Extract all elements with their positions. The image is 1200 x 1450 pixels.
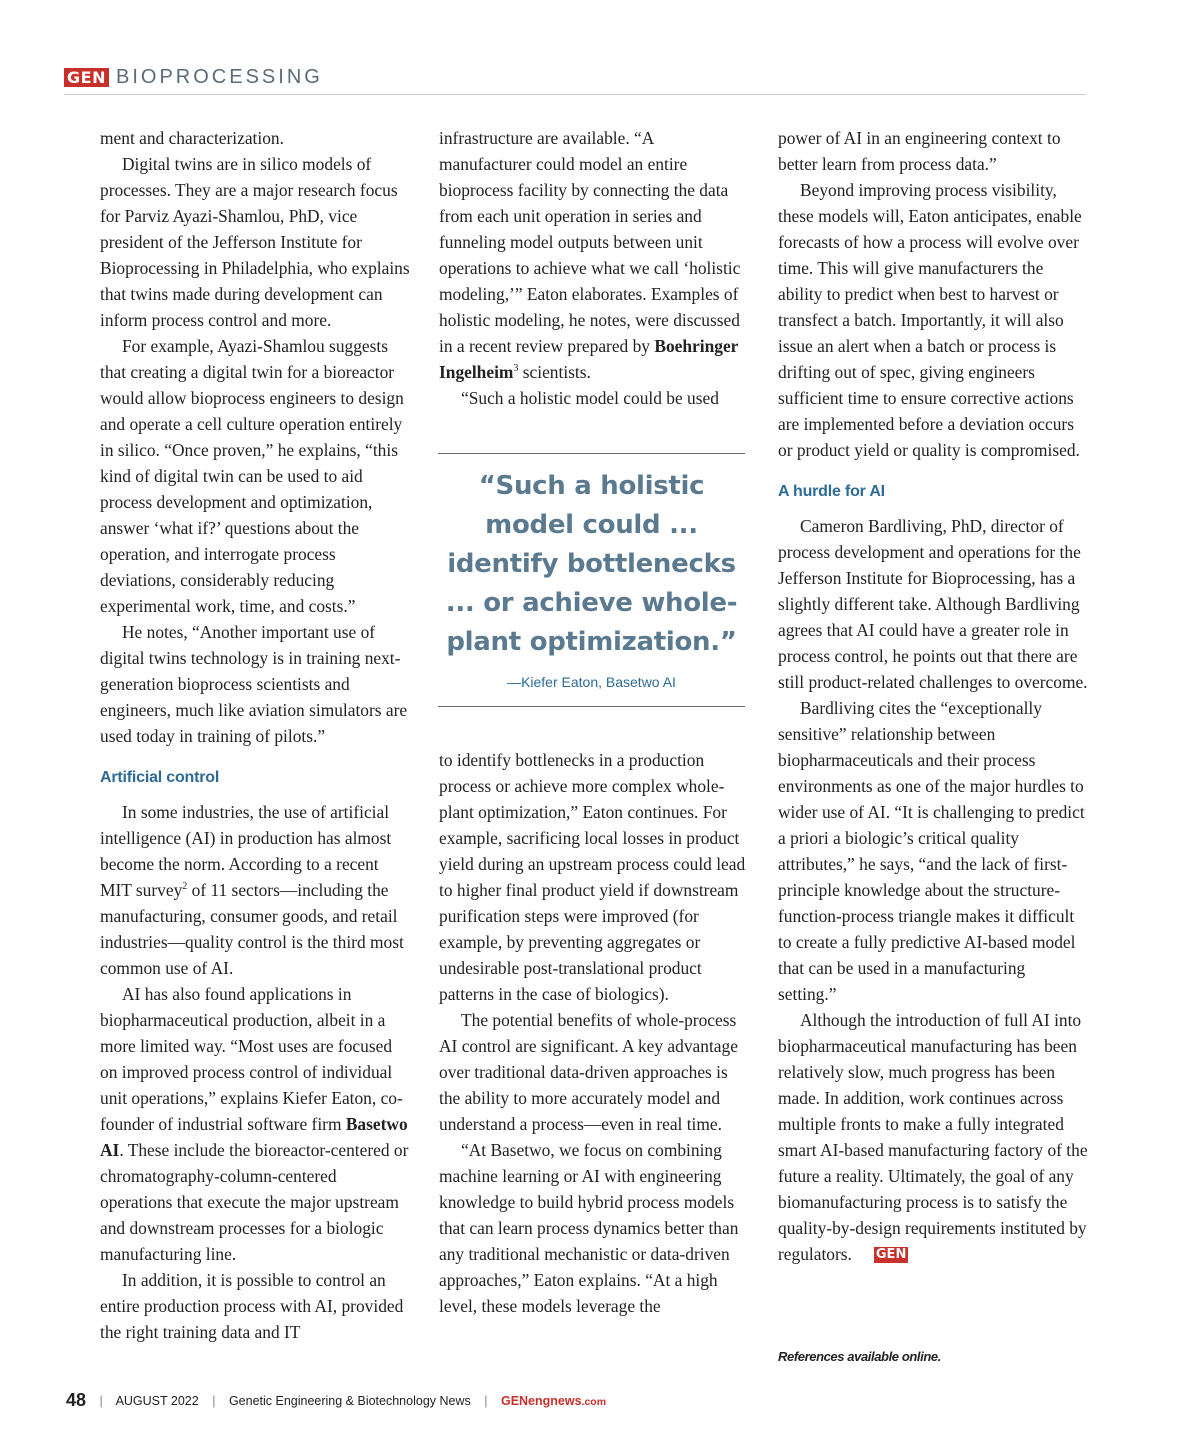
reference-2[interactable]: 2 bbox=[182, 881, 188, 893]
column-2-bottom bbox=[439, 747, 749, 1319]
column-1 bbox=[100, 125, 410, 1345]
page-number: 48 bbox=[66, 1390, 87, 1410]
paragraph: “At Basetwo, we focus on combining machine learning or AI with engineering knowledge to build hybrid process models that can learn process dynamics better than any traditional mechanistic or data-driven approaches,” Eaton explains. “At a high level, these models leverage the bbox=[439, 1140, 739, 1316]
pull-quote bbox=[438, 453, 745, 707]
subhead-hurdle-for-ai: A hurdle for AI bbox=[778, 483, 885, 500]
company-name: Boehringer Ingelheim bbox=[439, 336, 739, 382]
paragraph: power of AI in an engineering context to better learn from process data.” bbox=[778, 128, 1061, 174]
column-3 bbox=[778, 125, 1088, 1267]
paragraph: In addition, it is possible to control an entire production process with AI, provided the right training data and IT bbox=[100, 1270, 404, 1342]
paragraph: Beyond improving process visibility, these models will, Eaton anticipates, enable forecasts of how a process will evolve over time. This will give manufacturers the ability to predict when best to harvest or transfect a batch. Importantly, it will also issue an alert when a batch or process is drifting out of spec, giving engineers sufficient time to ensure corrective actions are implemented before a deviation occurs or product yield or quality is compromised. bbox=[778, 180, 1082, 460]
pull-quote-text: “Such a holistic model could ... identify bottlenecks ... or achieve whole-plant optimization.” bbox=[445, 471, 738, 657]
paragraph: “Such a holistic model could be used bbox=[461, 388, 719, 408]
pull-quote-attribution: —Kiefer Eaton, Basetwo AI bbox=[507, 674, 676, 690]
page-footer bbox=[66, 1390, 606, 1411]
reference-3[interactable]: 3 bbox=[513, 363, 519, 375]
references-note: References available online. bbox=[778, 1349, 941, 1364]
paragraph: infrastructure are available. “A manufacturer could model an entire bioprocess facility by connecting the data from each unit operation in series and funneling model outputs between unit operations to achieve what we call ‘holistic modeling,’” Eaton elaborates. Examples of holistic modeling, he notes, were discussed in a recent review prepared by Boehringer Ingelheim$^3$ scientists. bbox=[439, 128, 741, 382]
publication-name: Genetic Engineering & Biotechnology News bbox=[228, 1394, 471, 1408]
paragraph: AI has also found applications in biopharmaceutical production, albeit in a more limited way. “Most uses are focused on improved process control of individual unit operations,” explains Kiefer Eaton, co-founder of industrial software firm Basetwo AI. These include the bioreactor-centered or chromatography-column-centered operations that execute the major upstream and downstream processes for a biologic manufacturing line. bbox=[100, 984, 409, 1264]
paragraph: Bardliving cites the “exceptionally sensitive” relationship between biopharmaceuticals and their process environments as one of the major hurdles to wider use of AI. “It is challenging to predict a priori a biologic’s critical quality attributes,” he says, “and the lack of first-principle knowledge about the structure-function-process triangle makes it difficult to create a fully predictive AI-based model that can be used in a manufacturing setting.” bbox=[778, 698, 1085, 1004]
website-link[interactable]: GENengnews.com bbox=[500, 1394, 607, 1408]
paragraph: to identify bottlenecks in a production process or achieve more complex whole-plant optimization,” Eaton continues. For example, sacrificing local losses in product yield during an upstream process could lead to higher final product yield if downstream purification steps were improved (for example, by preventing aggregates or undesirable post-translational product patterns in the case of biologics). bbox=[439, 750, 746, 1004]
paragraph: Although the introduction of full AI into biopharmaceutical manufacturing has been relatively slow, much progress has been made. In addition, work continues across multiple fronts to make a fully integrated smart AI-based manufacturing factory of the future a reality. Ultimately, the goal of any biomanufacturing process is to satisfy the quality-by-design requirements instituted by regulators. GEN bbox=[778, 1010, 1088, 1264]
footer-divider: | bbox=[484, 1394, 488, 1408]
paragraph: In some industries, the use of artificial intelligence (AI) in production has almost become the norm. According to a recent MIT survey$^2$ of 11 sectors—including the manufacturing, consumer goods, and retail industries—quality control is the third most common use of AI. bbox=[100, 802, 404, 978]
issue-date: AUGUST 2022 bbox=[115, 1394, 199, 1408]
paragraph: For example, Ayazi-Shamlou suggests that creating a digital twin for a bioreactor would allow bioprocess engineers to design and operate a cell culture operation entirely in silico. “Once proven,” he explains, “this kind of digital twin can be used to aid process development and optimization, answer ‘what if?’ questions about the operation, and interrogate process deviations, considerably reducing experimental work, time, and costs.” bbox=[100, 336, 404, 616]
footer-divider: | bbox=[212, 1394, 216, 1408]
paragraph: Digital twins are in silico models of processes. They are a major research focus for Parviz Ayazi-Shamlou, PhD, vice president of the Jefferson Institute for Bioprocessing in Philadelphia, who explains that twins made during development can inform process control and more. bbox=[100, 154, 410, 330]
end-mark-gen-logo: GEN bbox=[875, 1247, 907, 1262]
gen-logo: GEN bbox=[64, 68, 109, 87]
paragraph: ment and characterization. bbox=[100, 128, 284, 148]
page-header bbox=[64, 64, 1086, 95]
subhead-artificial-control: Artificial control bbox=[100, 769, 220, 786]
paragraph: The potential benefits of whole-process AI control are significant. A key advantage over traditional data-driven approaches is the ability to more accurately model and understand a process—even in real time. bbox=[439, 1010, 738, 1134]
paragraph: Cameron Bardliving, PhD, director of process development and operations for the Jefferson Institute for Bioprocessing, has a slightly different take. Although Bardliving agrees that AI could have a greater role in process control, he points out that there are still product-related challenges to overcome. bbox=[778, 516, 1088, 692]
company-name: Basetwo AI bbox=[100, 1114, 408, 1160]
section-title: BIOPROCESSING bbox=[116, 66, 323, 88]
column-2-top bbox=[439, 125, 749, 411]
paragraph: He notes, “Another important use of digital twins technology is in training next-generation bioprocess scientists and engineers, much like aviation simulators are used today in training of pilots.” bbox=[100, 622, 408, 746]
footer-divider: | bbox=[99, 1394, 103, 1408]
